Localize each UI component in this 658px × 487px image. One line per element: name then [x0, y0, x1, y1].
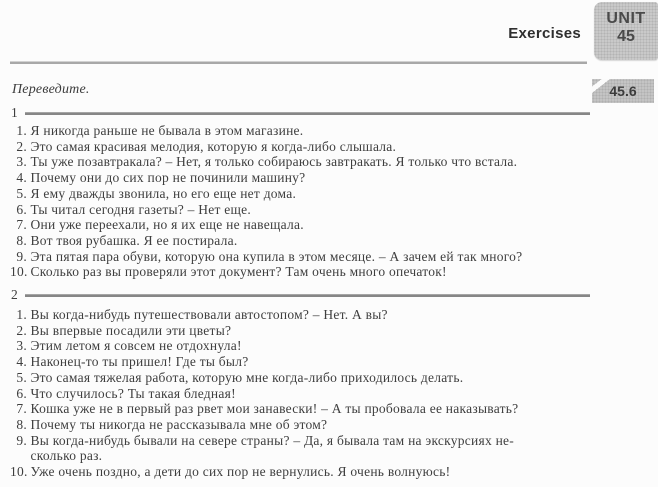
item-number: 5. [16, 185, 27, 201]
item-number: 3. [16, 338, 27, 354]
item-text: Они уже переехали, но я их еще не навещала. [30, 217, 304, 233]
list-item [10, 417, 658, 433]
list-item [10, 139, 658, 155]
section-2 [10, 288, 658, 480]
item-text: Сколько раз вы проверяли этот документ? Там очень много опечаток! [30, 264, 447, 280]
item-number: 10. [10, 464, 28, 480]
item-number: 6. [16, 385, 27, 401]
list-item [10, 202, 658, 218]
list-item [10, 386, 658, 402]
page-title: Exercises [508, 25, 581, 42]
item-text: Ты уже позавтракала? – Нет, я только собираюсь завтракать. Я только что встала. [30, 154, 518, 170]
item-text: Вы когда-нибудь путешествовали автостопом? – Нет. А вы? [30, 307, 388, 323]
list-item [10, 249, 658, 265]
list-item [10, 186, 658, 202]
section-2-items [10, 307, 658, 480]
list-item [10, 217, 658, 233]
item-number: 2. [16, 138, 27, 154]
item-number: 4. [16, 170, 27, 186]
item-text-line-2: сколько раз. [30, 448, 103, 464]
item-text: Наконец-то ты пришел! Где ты был? [30, 354, 249, 370]
item-text: Эта пятая пара обуви, которую она купила в этом месяце. – А зачем ей так много? [30, 248, 523, 264]
item-text: Это самая тяжелая работа, которую мне когда-либо приходилось делать. [30, 369, 464, 385]
item-text-line-1: Вы когда-нибудь бывали на севере страны? – Да, я бывала там на экскурсиях не- [30, 432, 515, 448]
list-item [10, 464, 658, 480]
section-1-items [10, 123, 658, 280]
list-item [10, 401, 658, 417]
section-number: 1 [11, 105, 18, 120]
section-1-header [10, 106, 658, 120]
section-divider-line [25, 294, 590, 297]
unit-label: UNIT [606, 10, 646, 27]
item-number: 7. [16, 401, 27, 417]
item-text: Этим летом я совсем не отдохнула! [30, 338, 242, 354]
item-text: Ты читал сегодня газеты? – Нет еще. [30, 201, 252, 217]
item-number: 7. [16, 217, 27, 233]
item-text: Это самая красивая мелодия, которую я когда-либо слышала. [30, 138, 397, 154]
section-1 [10, 106, 658, 280]
item-number: 9. [16, 248, 27, 264]
item-number: 9. [16, 432, 27, 448]
item-number: 3. [16, 154, 27, 170]
list-item [10, 154, 658, 170]
list-item [10, 323, 658, 339]
item-number: 8. [16, 416, 27, 432]
item-text: Почему ты никогда не рассказывала мне об этом? [30, 416, 328, 432]
section-divider-line [25, 112, 590, 115]
item-text: Кошка уже не в первый раз рвет мои занавески! – А ты пробовала ее наказывать? [30, 401, 519, 417]
list-item [10, 338, 658, 354]
header-divider [10, 61, 587, 64]
list-item [10, 370, 658, 386]
item-text: Что случилось? Ты такая бледная! [30, 385, 236, 401]
item-text: Я ему дважды звонила, но его еще нет дома. [30, 185, 297, 201]
item-number: 2. [16, 322, 27, 338]
list-item [10, 233, 658, 249]
item-text: Вот твоя рубашка. Я ее постирала. [30, 232, 238, 248]
item-number: 1. [16, 307, 27, 323]
item-number: 4. [16, 354, 27, 370]
list-item [10, 354, 658, 370]
item-text: Я никогда раньше не бывала в этом магазине. [30, 123, 304, 138]
item-number: 10. [10, 264, 28, 280]
list-item [10, 123, 658, 139]
unit-number: 45 [617, 28, 635, 45]
item-text: Уже очень поздно, а дети до сих пор не вернулись. Я очень волнуюсь! [30, 464, 451, 480]
item-text: Вы впервые посадили эти цветы? [30, 322, 232, 338]
item-text [31, 433, 658, 464]
list-item [10, 264, 658, 280]
list-item [10, 170, 658, 186]
item-text: Почему они до сих пор не починили машину? [30, 170, 306, 186]
exercise-instruction: Переведите. [12, 82, 90, 97]
exercise-number-badge: 45.6 [592, 79, 654, 103]
item-number: 5. [16, 369, 27, 385]
list-item [10, 307, 658, 323]
item-number: 6. [16, 201, 27, 217]
item-number: 1. [16, 123, 27, 138]
unit-badge [594, 2, 658, 60]
section-number: 2 [11, 287, 18, 303]
section-2-header [10, 288, 658, 302]
list-item [10, 433, 658, 464]
item-number: 8. [16, 232, 27, 248]
